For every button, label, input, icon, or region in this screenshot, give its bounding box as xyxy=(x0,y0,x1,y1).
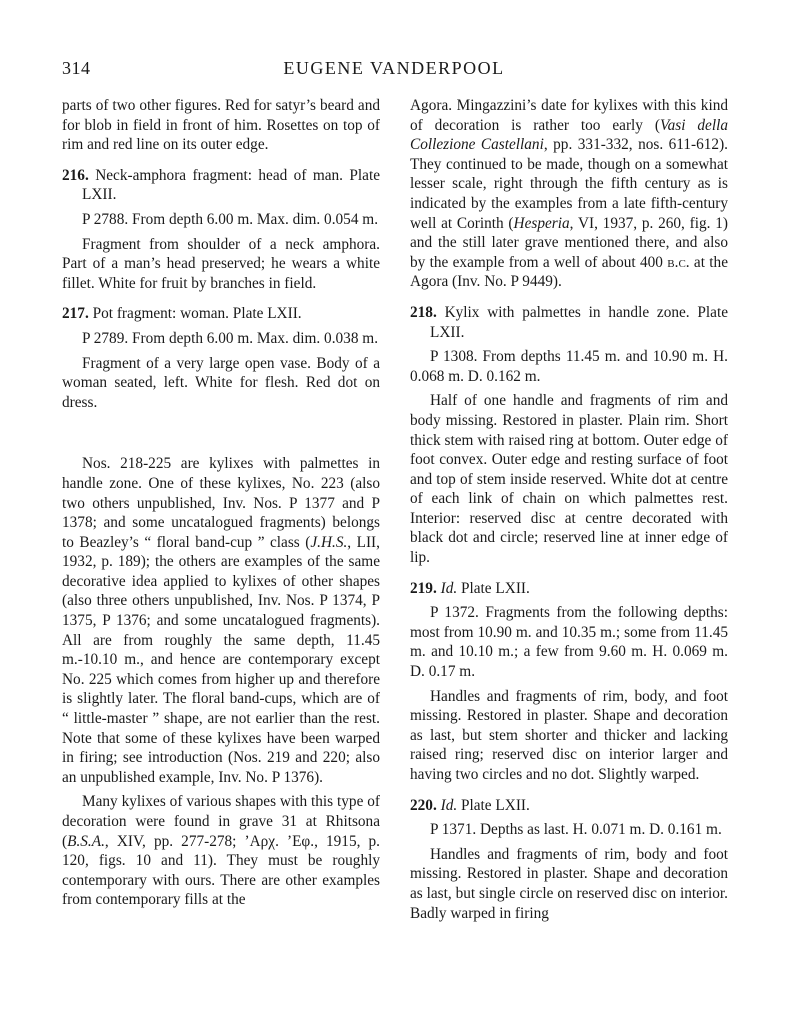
entry-216-meta: P 2788. From depth 6.00 m. Max. dim. 0.054 m. xyxy=(82,210,379,228)
text-run: , VI, 1937, p. 260, fig. 1) and the still later grave mentioned there, and also by the example from a well of about 400 xyxy=(410,214,728,271)
entry-220-heading xyxy=(410,796,728,816)
entry-number: 216. xyxy=(62,166,89,184)
text-run: , LII, 1932, p. 189); the others are examples of the same decorative idea applied to kylixes of other shapes (also three others unpublished, Inv. Nos. P 1374, P 1375, P 1376; and some uncatalogued fragments). All are from roughly the same depth, 11.45 m.-10.10 m., and hence are contemporary except No. 225 which comes from higher up and therefore is slightly later. The floral band-cups, which are of “ little-master ” shape, are not earlier than the rest. Note that some of these kylixes have been warped in firing; see introduction (Nos. 219 and 220; also an unpublished example, Inv. No. P 1376). xyxy=(62,533,380,786)
entry-number: 218. xyxy=(410,303,437,321)
entry-title: Pot fragment: woman. Plate LXII. xyxy=(92,305,302,323)
entry-number: 220. xyxy=(410,796,437,814)
entry-218-meta: P 1308. From depths 11.45 m. and 10.90 m. H. 0.068 m. D. 0.162 m. xyxy=(410,348,728,385)
entry-219-heading xyxy=(410,579,728,599)
entry-219-meta: P 1372. Fragments from the following depths: most from 10.90 m. and 10.35 m.; some from 11.45 m. and 10.10 m.; a few from 9.60 m. H. 0.069 m. D. 0.17 m. xyxy=(410,604,728,681)
text-run: Many kylixes of various shapes with this type of decoration were found in grave 31 at Rhitsona ( xyxy=(62,793,380,850)
entry-218-description: Half of one handle and fragments of rim and body missing. Restored in plaster. Plain rim. Short thick stem with raised ring at bottom. Outer edge of foot convex. Outer edge and resting surface of foot and top of stem inside reserved. White dot at centre of each link of chain on which palmettes rest. Interior: reserved disc at centre decorated with black dot and circle; reserved line at inner edge of lip. xyxy=(410,392,728,567)
entry-219-description: Handles and fragments of rim, body, and foot missing. Restored in plaster. Shape and decoration as last, but stem shorter and thicker and lacking raised ring; reserved disc on interior larger and having two circles and no dot. Slightly warped. xyxy=(410,687,728,783)
entry-number: 217. xyxy=(62,305,89,323)
entry-217-heading xyxy=(62,304,380,324)
entry-218-heading xyxy=(410,303,728,342)
agora-paragraph xyxy=(410,96,728,292)
text-run: Nos. 218-225 are kylixes with palmettes in handle zone. One of these kylixes, No. 223 (also two others unpublished, Inv. Nos. P 1377 and P 1378; and some uncatalogued fragments) belongs to Beazley’s “ floral band-cup ” class ( xyxy=(62,455,380,551)
text-run: , 1915, p. 120, figs. 10 and 11). They must be roughly contemporary with ours. There are other examples from contemporary fills at the xyxy=(62,832,380,909)
page-number: 314 xyxy=(62,58,91,78)
entry-title: Kylix with palmettes in handle zone. Plate LXII. xyxy=(430,303,729,341)
right-column xyxy=(410,96,728,923)
entry-217-meta: P 2789. From depth 6.00 m. Max. dim. 0.038 m. xyxy=(82,329,379,347)
entry-id: Id. xyxy=(440,796,458,814)
italic-citation: J.H.S. xyxy=(310,533,348,551)
text-run: , pp. 331-332, nos. 611-612). They continued to be made, though on a somewhat lesser scale, right through the fifth century as is indicated by the examples from a late fifth-century well at Corinth ( xyxy=(410,136,728,232)
text-run: Agora. Mingazzini’s date for kylixes with this kind of decoration is rather too early ( xyxy=(410,97,728,134)
text-run: at the Agora (Inv. No. P 9449). xyxy=(410,253,728,291)
entry-220-description: Handles and fragments of rim, body and foot missing. Restored in plaster. Shape and decoration as last, but single circle on reserved disc on interior. Badly warped in firing xyxy=(410,845,728,922)
entry-217-description: Fragment of a very large open vase. Body of a woman seated, left. White for flesh. Red dot on dress. xyxy=(62,354,380,411)
running-header xyxy=(62,58,726,84)
entry-220-meta: P 1371. Depths as last. H. 0.071 m. D. 0.161 m. xyxy=(430,821,722,839)
entry-id: Id. xyxy=(440,579,458,597)
continued-paragraph: parts of two other figures. Red for satyr’s beard and for blob in field in front of him. Rosettes on top of rim and red line on its outer edge. xyxy=(62,97,380,154)
entry-216-description: Fragment from shoulder of a neck amphora. Part of a man’s head preserved; he wears a white fillet. White for fruit by branches in field. xyxy=(62,235,380,292)
text-run: , XIV, pp. 277-278; xyxy=(104,832,245,850)
entry-title: Plate LXII. xyxy=(461,796,530,814)
entry-title: Neck-amphora fragment: head of man. Plate LXII. xyxy=(82,166,380,204)
entry-216-heading xyxy=(62,166,380,205)
entry-title: Plate LXII. xyxy=(461,579,530,597)
entry-number: 219. xyxy=(410,579,437,597)
rhitsona-paragraph xyxy=(62,792,380,910)
italic-citation: B.S.A. xyxy=(67,832,105,850)
greek-citation: ’Αρχ. ’Εφ. xyxy=(244,832,315,850)
italic-citation: Hesperia xyxy=(513,214,570,232)
italic-citation: Vasi della Collezione Castellani xyxy=(410,116,728,154)
small-caps-run: b.c. xyxy=(667,253,690,271)
running-title: EUGENE VANDERPOOL xyxy=(283,58,505,78)
kylix-introduction xyxy=(62,454,380,787)
left-column xyxy=(62,96,380,910)
